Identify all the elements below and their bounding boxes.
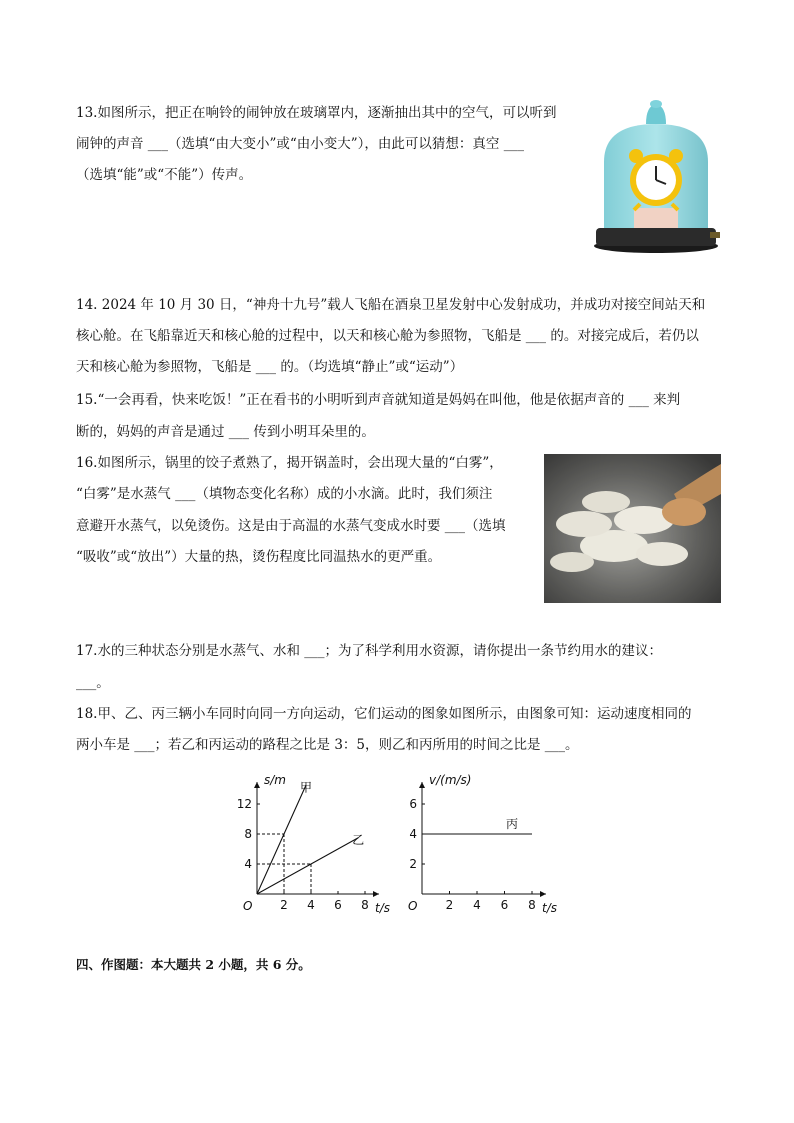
origin-label: O <box>408 899 418 913</box>
bell-jar-alarm-clock-image <box>590 100 722 255</box>
q16-line-3: 意避开水蒸气，以免烫伤。这是由于高温的水蒸气变成水时要 ___（选填 <box>76 518 506 534</box>
section-4-heading: 四、作图题：本大题共 2 小题，共 6 分。 <box>76 957 311 972</box>
x-axis-arrow <box>373 891 379 897</box>
y-tick-label: 6 <box>409 797 417 811</box>
x-tick-label: 4 <box>473 898 481 912</box>
series-label: 丙 <box>506 817 519 831</box>
x-axis-label: t/s <box>542 901 557 915</box>
x-tick-label: 8 <box>528 898 536 912</box>
q17-line-2: ___。 <box>76 675 110 691</box>
q17-line-1: 17.水的三种状态分别是水蒸气、水和 ___；为了科学利用水资源，请你提出一条节约用水的建议： <box>76 643 663 659</box>
y-tick-label: 4 <box>244 857 252 871</box>
q15-line-2: 断的，妈妈的声音是通过 ___ 传到小明耳朵里的。 <box>76 424 375 440</box>
v-t-graph <box>395 760 565 920</box>
y-tick-label: 4 <box>409 827 417 841</box>
dumplings-pot-image <box>544 454 721 603</box>
q18-line-1: 18.甲、乙、丙三辆小车同时向同一方向运动，它们运动的图象如图所示，由图象可知：运动速度相同的 <box>76 706 692 722</box>
q13-line-1: 13.如图所示，把正在响铃的闹钟放在玻璃罩内，逐渐抽出其中的空气，可以听到 <box>76 105 557 121</box>
x-tick-label: 4 <box>307 898 315 912</box>
q16-line-1: 16.如图所示，锅里的饺子煮熟了，揭开锅盖时，会出现大量的“白雾”， <box>76 455 503 471</box>
y-tick-label: 2 <box>409 857 417 871</box>
series-line <box>257 785 306 894</box>
y-axis-label: s/m <box>264 773 286 787</box>
x-tick-label: 6 <box>500 898 509 912</box>
x-tick-label: 6 <box>334 898 342 912</box>
series-label: 乙 <box>352 832 365 847</box>
q13-line-3: （选填“能”或“不能”）传声。 <box>76 167 253 183</box>
y-tick-label: 12 <box>236 797 252 811</box>
origin-label: O <box>243 899 253 913</box>
x-axis-label: t/s <box>375 901 390 915</box>
q14-line-3: 天和核心舱为参照物，飞船是 ___ 的。（均选填“静止”或“运动”） <box>76 359 464 375</box>
y-axis-arrow <box>254 782 260 788</box>
x-tick-label: 2 <box>280 898 288 912</box>
series-label: 甲 <box>299 780 312 795</box>
y-tick-label: 8 <box>244 827 252 841</box>
y-axis-arrow <box>419 782 425 788</box>
q16-line-4: “吸收”或“放出”）大量的热，烫伤程度比同温热水的更严重。 <box>76 549 442 565</box>
q13-line-2: 闹钟的声音 ___（选填“由大变小”或“由小变大”），由此可以猜想：真空 ___ <box>76 136 524 152</box>
q15-line-1: 15.“一会再看，快来吃饭！”正在看书的小明听到声音就知道是妈妈在叫他，他是依据声音的 ___ 来判 <box>76 392 681 408</box>
x-tick-label: 2 <box>445 898 454 912</box>
q18-line-2: 两小车是 ___；若乙和丙运动的路程之比是 3：5，则乙和丙所用的时间之比是 ___。 <box>76 737 579 753</box>
x-axis-arrow <box>540 891 546 897</box>
q16-line-2: “白雾”是水蒸气 ___（填物态变化名称）成的小水滴。此时，我们须注 <box>76 486 493 502</box>
s-t-graph <box>235 760 400 920</box>
series-line <box>257 838 358 894</box>
y-axis-label: v/(m/s) <box>429 773 472 787</box>
q14-line-1: 14. 2024 年 10 月 30 日，“神舟十九号”载人飞船在酒泉卫星发射中心发射成功，并成功对接空间站天和 <box>76 297 706 313</box>
q14-line-2: 核心舱。在飞船靠近天和核心舱的过程中，以天和核心舱为参照物，飞船是 ___ 的。对接完成后，若仍以 <box>76 328 699 344</box>
x-tick-label: 8 <box>361 898 369 912</box>
